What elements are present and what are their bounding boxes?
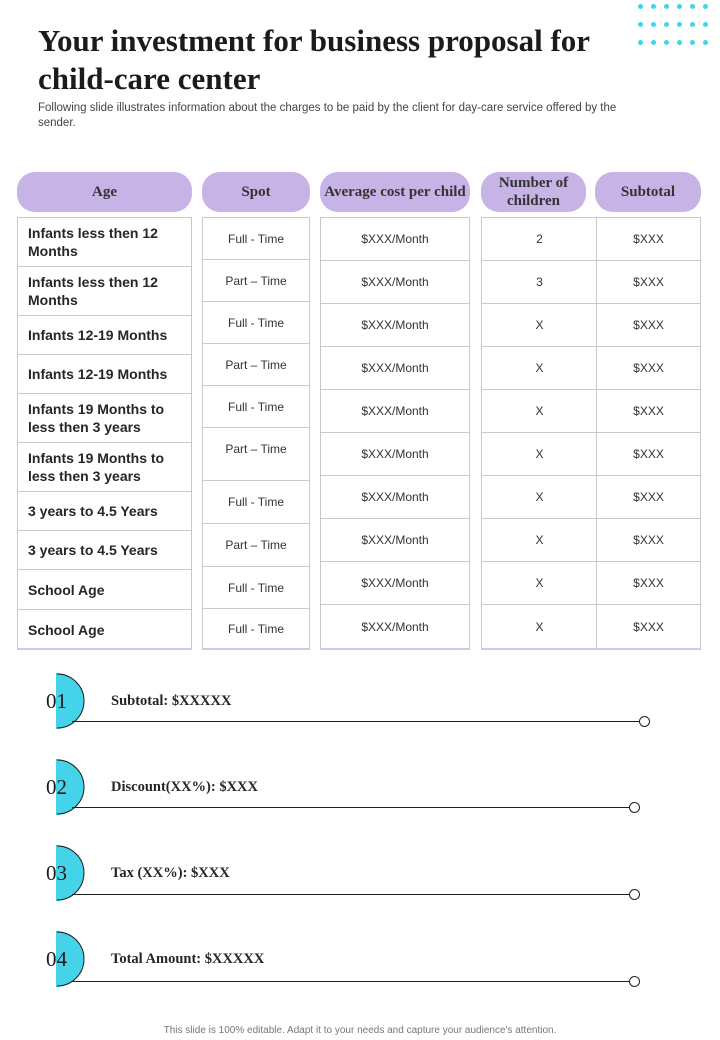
cost-cell: $XXX/Month [321,519,469,562]
spot-cell: Full - Time [203,386,309,428]
decorative-dot [664,22,669,27]
summary-line [72,721,640,722]
spot-cell: Part – Time [203,260,309,302]
cost-cell: $XXX/Month [321,476,469,519]
average-cost-column [320,217,470,650]
children-cell: X [482,433,597,476]
decorative-dots [638,4,712,54]
decorative-dot [677,40,682,45]
line-end-knob [629,802,640,813]
decorative-dot [677,4,682,9]
decorative-dot [651,4,656,9]
decorative-dot [703,4,708,9]
header-average-cost: Average cost per child [320,172,470,212]
spot-cell: Part – Time [203,428,309,481]
step-number: 03 [46,861,67,885]
decorative-dot [638,4,643,9]
decorative-dot [703,22,708,27]
decorative-dot [690,4,695,9]
summary-line [72,894,630,895]
subtotal-cell: $XXX [597,304,700,347]
header-spot: Spot [202,172,310,212]
decorative-dot [690,22,695,27]
decorative-dot [651,22,656,27]
spot-cell: Part – Time [203,524,309,567]
age-cell: School Age [28,621,105,638]
spot-cell: Full - Time [227,622,284,636]
spot-cell: Part – Time [203,344,309,386]
cost-cell: $XXX/Month [321,433,469,476]
cost-cell: $XXX/Month [321,261,469,304]
summary-row-total [0,931,720,1001]
children-cell: X [535,620,544,634]
header-number-of-children: Number of children [481,172,586,212]
subtotal-cell: $XXX [597,261,700,304]
children-cell: X [482,390,597,433]
cost-cell: $XXX/Month [321,562,469,605]
spot-cell: Full - Time [203,567,309,609]
page-title: Your investment for business proposal for child-care center [38,23,590,96]
subtotal-cell: $XXX [597,562,700,605]
age-cell: Infants less then 12 Months [18,218,191,267]
cost-cell: $XXX/Month [361,620,429,634]
children-cell: X [482,476,597,519]
subtotal-cell: $XXX [597,218,700,261]
cost-cell: $XXX/Month [321,390,469,433]
step-number: 02 [46,775,67,799]
age-cell: Infants 19 Months to less then 3 years [18,394,191,443]
line-end-knob [629,889,640,900]
summary-row-subtotal [0,673,720,743]
cost-cell: $XXX/Month [321,218,469,261]
subtotal-cell: $XXX [597,519,700,562]
page-subtitle: Following slide illustrates information about the charges to be paid by the client for day-care service offered by the sender. [38,102,617,129]
age-column [17,217,192,650]
children-cell: X [482,304,597,347]
step-number: 04 [46,947,67,971]
age-cell: 3 years to 4.5 Years [18,531,191,570]
subtotal-cell: $XXX [597,390,700,433]
subtotal-cell: $XXX [597,347,700,390]
subtotal-cell: $XXX [597,433,700,476]
subtotal-cell: $XXX [597,476,700,519]
age-cell: Infants 12-19 Months [18,316,191,355]
header-subtotal: Subtotal [595,172,701,212]
summary-row-tax [0,845,720,915]
summary-label: Discount(XX%): $XXX [111,779,259,795]
step-number: 01 [46,689,67,713]
decorative-dot [677,22,682,27]
cost-cell: $XXX/Month [321,304,469,347]
children-cell: 3 [482,261,597,304]
children-cell: X [482,562,597,605]
age-cell: Infants 19 Months to less then 3 years [18,443,191,492]
decorative-dot [703,40,708,45]
spot-cell: Full - Time [203,218,309,260]
age-cell: School Age [18,570,191,610]
subtotal-cell: $XXX [633,620,664,634]
decorative-dot [664,4,669,9]
age-cell: Infants less then 12 Months [18,267,191,316]
cost-cell: $XXX/Month [321,347,469,390]
number-of-children-column [481,217,597,650]
summary-label: Tax (XX%): $XXX [111,865,230,881]
summary-line [72,807,630,808]
footer-note: This slide is 100% editable. Adapt it to your needs and capture your audience's attention. [163,1025,557,1036]
decorative-dot [651,40,656,45]
spot-column [202,217,310,650]
age-cell: Infants 12-19 Months [18,355,191,394]
summary-label: Subtotal: $XXXXX [111,693,232,709]
summary-row-discount [0,759,720,829]
spot-cell: Full - Time [203,481,309,524]
summary-line [72,981,630,982]
decorative-dot [664,40,669,45]
line-end-knob [629,976,640,987]
header-age: Age [17,172,192,212]
subtotal-column [596,217,701,650]
age-cell: 3 years to 4.5 Years [18,492,191,531]
spot-cell: Full - Time [203,302,309,344]
decorative-dot [690,40,695,45]
children-cell: 2 [482,218,597,261]
line-end-knob [639,716,650,727]
children-cell: X [482,519,597,562]
summary-label: Total Amount: $XXXXX [111,951,265,967]
children-cell: X [482,347,597,390]
